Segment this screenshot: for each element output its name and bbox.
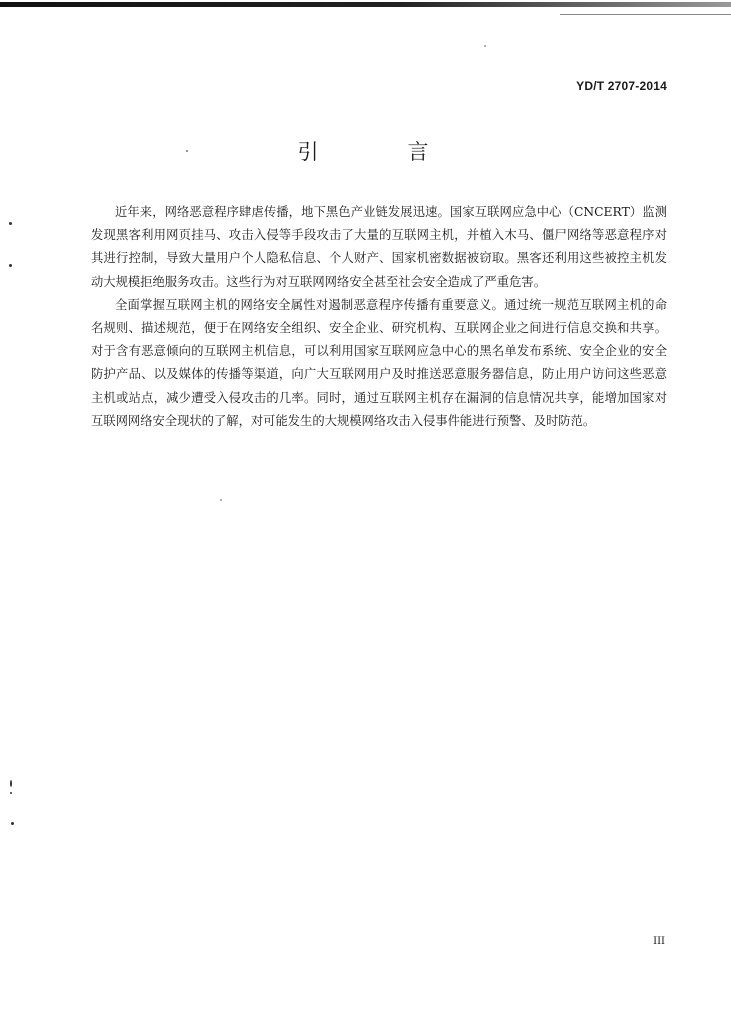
- page-title: 引 言: [297, 140, 463, 164]
- standard-number: YD/T 2707-2014: [576, 79, 667, 93]
- paragraph-2: 全面掌握互联网主机的网络安全属性对遏制恶意程序传播有重要意义。通过统一规范互联网主机的命名规则、描述规范，便于在网络安全组织、安全企业、研究机构、互联网企业之间进行信息交换和共享。对于含有恶意倾向的互联网主机信息，可以利用国家互联网应急中心的黑名单发布系统、安全企业的安全防护产品、以及媒体的传播等渠道，向广大互联网用户及时推送恶意服务器信息，防止用户访问这些恶意主机或站点，减少遭受入侵攻击的几率。同时，通过互联网主机存在漏洞的信息情况共享，能增加国家对互联网网络安全现状的了解，对可能发生的大规模网络攻击入侵事件能进行预警、及时防范。: [91, 297, 667, 428]
- scan-edge-bar: [0, 2, 731, 7]
- scan-speck: [10, 792, 12, 794]
- scan-edge-line: [560, 14, 731, 15]
- scan-speck: [186, 150, 188, 152]
- page-number: III: [653, 936, 665, 947]
- scan-speck: [11, 822, 14, 825]
- scan-speck: [220, 499, 222, 501]
- scan-speck: [10, 780, 12, 787]
- body-text: [91, 201, 667, 433]
- scan-speck: [484, 45, 486, 47]
- scan-speck: [9, 264, 12, 267]
- paragraph-1: 近年来，网络恶意程序肆虐传播，地下黑色产业链发展迅速。国家互联网应急中心（CNCERT）监测发现黑客利用网页挂马、攻击入侵等手段攻击了大量的互联网主机，并植入木马、僵尸网络等恶意程序对其进行控制，导致大量用户个人隐私信息、个人财产、国家机密数据被窃取。黑客还利用这些被控主机发动大规模拒绝服务攻击。这些行为对互联网网络安全甚至社会安全造成了严重危害。: [91, 205, 667, 289]
- scan-speck: [9, 222, 12, 225]
